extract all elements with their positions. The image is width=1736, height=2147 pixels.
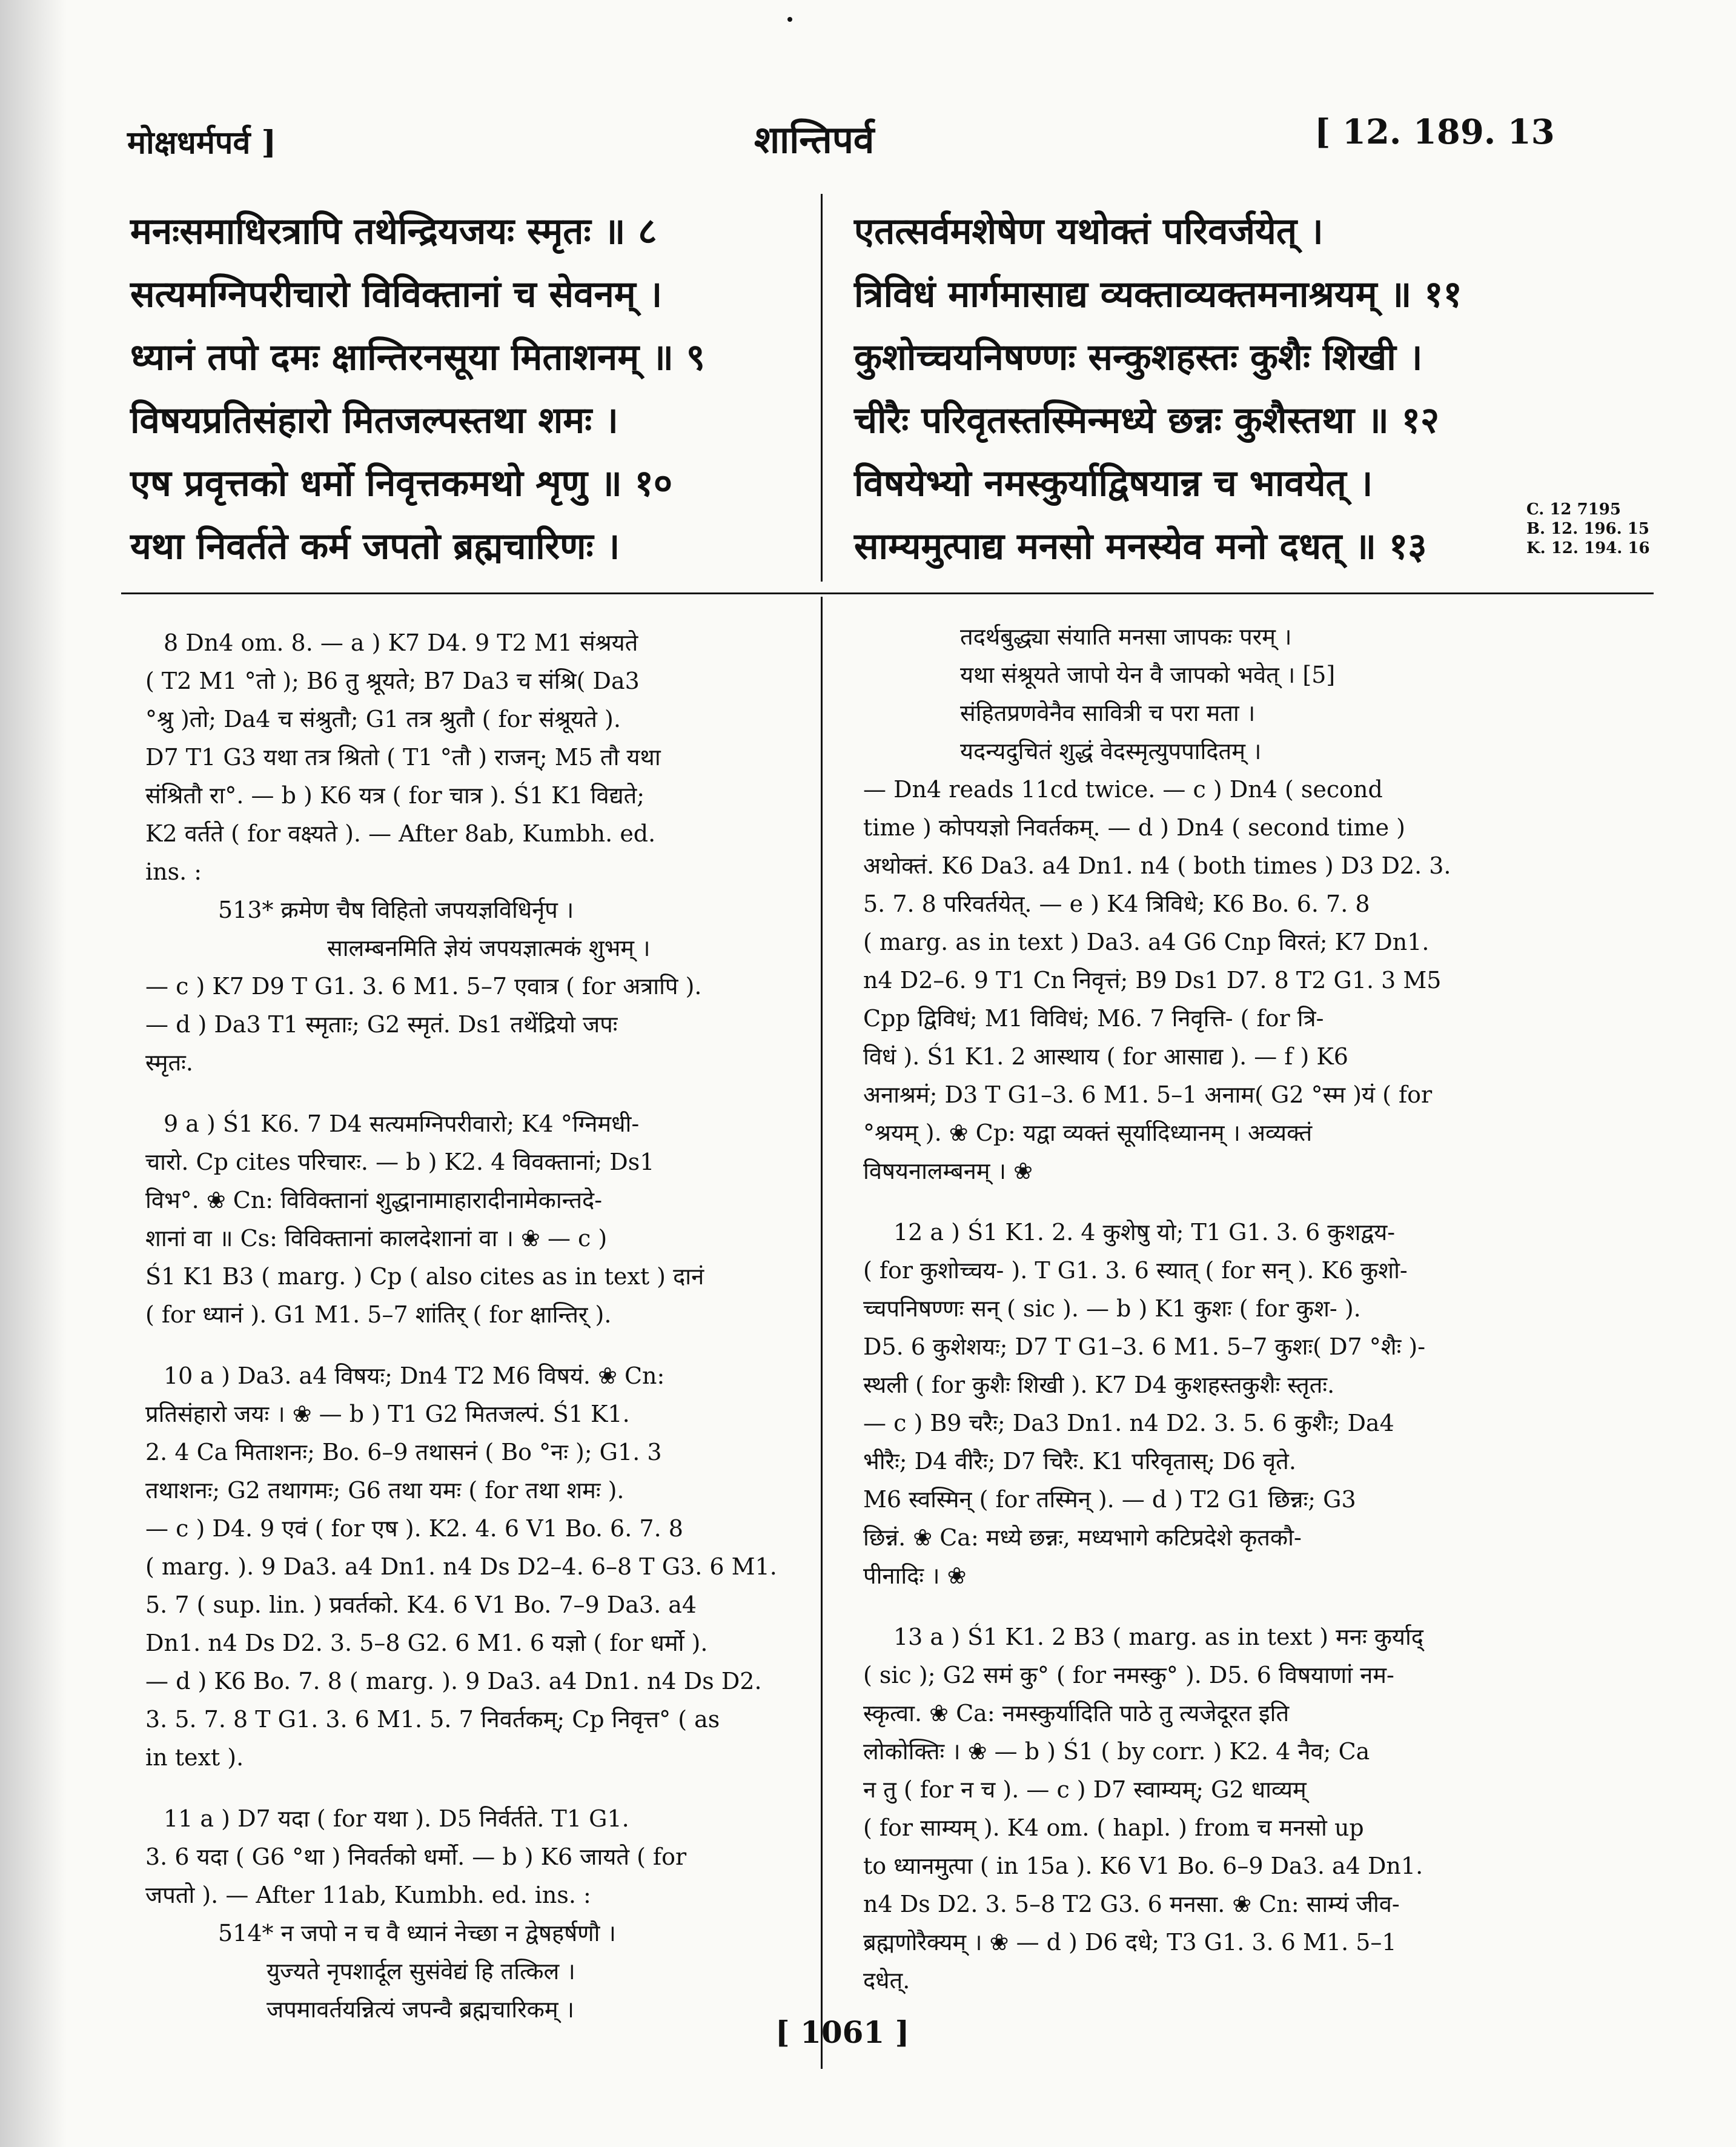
verse-line: कुशोच्चयनिषण्णः सन्कुशहस्तः कुशैः शिखी । [854,336,1423,379]
note-line: °श्रु )तो; Da4 च संश्रुतौ; G1 तत्र श्रुतौ ( for संश्रूयते ). [145,706,621,732]
note-line: ( marg. ). 9 Da3. a4 Dn1. n4 Ds D2–4. 6–8 T G3. 6 M1. [145,1553,777,1580]
note-line: संश्रितौ रा°. — b ) K6 यत्र ( for चात्र ). Ś1 K1 विद्यते; [145,782,645,809]
note-line: 5. 7. 8 परिवर्तयेत्. — e ) K4 त्रिविधे; K6 Bo. 6. 7. 8 [863,891,1370,917]
note-line: 514* न जपो न च वै ध्यानं नेच्छा न द्वेषहर्षणौ । [218,1920,616,1946]
note-line: — c ) K7 D9 T G1. 3. 6 M1. 5–7 एवात्र ( for अत्रापि ). [145,973,702,1000]
note-line: 10 a ) Da3. a4 विषयः; Dn4 T2 M6 विषयं. ❀ Cn: [164,1362,665,1389]
note-line: जपतो ). — After 11ab, Kumbh. ed. ins. : [145,1882,591,1908]
note-line: K2 वर्तते ( for वक्ष्यते ). — After 8ab, Kumbh. ed. [145,820,656,847]
note-line: ( sic ); G2 समं कु° ( for नमस्कु° ). D5. 6 विषयाणां नम- [863,1662,1394,1688]
note-line: in text ). [145,1744,244,1771]
note-line: लोकोक्तिः । ❀ — b ) Ś1 ( by corr. ) K2. 4 नैव; Ca [863,1738,1370,1765]
note-line: 2. 4 Ca मिताशनः; Bo. 6–9 तथासनं ( Bo °नः ); G1. 3 [145,1439,662,1465]
column-divider-bottom [821,597,823,2069]
note-line: D5. 6 कुशेशयः; D7 T G1–3. 6 M1. 5–7 कुशः( D7 °शैः )- [863,1333,1426,1360]
note-line: M6 स्वस्मिन् ( for तस्मिन् ). — d ) T2 G1 छिन्नः; G3 [863,1486,1356,1513]
note-line: time ) कोपयज्ञो निवर्तकम्. — d ) Dn4 ( second time ) [863,814,1406,841]
verse-line: त्रिविधं मार्गमासाद्य व्यक्ताव्यक्तमनाश्रयम् ॥ ११ [854,273,1462,316]
note-line: ( T2 M1 °तो ); B6 तु श्रूयते; B7 Da3 च संश्रि( Da3 [145,668,640,694]
note-line: 12 a ) Ś1 K1. 2. 4 कुशेषु यो; T1 G1. 3. 6 कुशद्वय- [893,1219,1396,1246]
apparatus-right [863,618,1451,2000]
note-line: — d ) Da3 T1 स्मृताः; G2 स्मृतं. Ds1 तथेंद्रियो जपः [145,1011,618,1038]
verse-column-left [130,200,705,578]
note-line: 8 Dn4 om. 8. — a ) K7 D4. 9 T2 M1 संश्रयते [164,629,638,656]
apparatus-rule [121,592,1654,594]
note-line: युज्यते नृपशार्दूल सुसंवेद्यं हि तत्किल । [267,1958,575,1985]
verse-line: सत्यमग्निपरीचारो विविक्तानां च सेवनम् । [130,273,663,316]
note-line: °श्रयम् ). ❀ Cp: यद्वा व्यक्तं सूर्यादिध्यानम् । अव्यक्तं [863,1120,1313,1146]
note-line: जपमावर्तयन्नित्यं जपन्वै ब्रह्मचारिकम् । [267,1996,575,2023]
note-line: ins. : [145,858,202,885]
note-line: यदन्यदुचितं शुद्धं वेदस्मृत्युपपादितम् । [960,738,1262,765]
note-line: — Dn4 reads 11cd twice. — c ) Dn4 ( second [863,776,1383,803]
note-line: तथाशनः; G2 तथागमः; G6 तथा यमः ( for तथा शमः ). [145,1477,624,1504]
verse-line: एष प्रवृत्तको धर्मो निवृत्तकमथो शृणु ॥ १० [130,462,673,505]
note-line: ब्रह्मणोरैक्यम् । ❀ — d ) D6 दधे; T3 G1. 3. 6 M1. 5–1 [863,1929,1397,1956]
verse-column-right [854,200,1462,578]
note-line: to ध्यानमुत्पा ( in 15a ). K6 V1 Bo. 6–9 Da3. a4 Dn1. [863,1853,1423,1879]
verse-line: यथा निवर्तते कर्म जपतो ब्रह्मचारिणः । [130,525,620,568]
page-number: [ 1061 ] [775,2014,910,2050]
note-line: भीरैः; D4 वीरैः; D7 चिरैः. K1 परिवृतास्; D6 वृते. [863,1448,1296,1475]
note-line: 513* क्रमेण चैष विहितो जपयज्ञविधिर्नृप । [218,897,574,923]
section-title: मोक्षधर्मपर्व ] [127,124,277,161]
concordance-b: B. 12. 196. 15 [1526,520,1649,538]
note-line: 5. 7 ( sup. lin. ) प्रवर्तको. K4. 6 V1 Bo. 7–9 Da3. a4 [145,1591,697,1618]
note-line: सालम्बनमिति ज्ञेयं जपयज्ञात्मकं शुभम् । [327,935,651,961]
note-line: विभ°. ❀ Cn: विविक्तानां शुद्धानामाहारादीनामेकान्तदे- [145,1187,603,1213]
note-line: संहितप्रणवेनैव सावित्री च परा मता । [960,700,1256,726]
verse-line: विषयेभ्यो नमस्कुर्याद्विषयान्न च भावयेत् । [854,462,1373,505]
note-line: तदर्थबुद्ध्या संयाति मनसा जापकः परम् । [960,623,1292,650]
note-line: पीनादिः । ❀ [863,1562,967,1589]
scan-speck [787,17,792,22]
note-line: स्थली ( for कुशैः शिखी ). K7 D4 कुशहस्तकुशैः स्तृतः. [863,1372,1335,1398]
note-line: Ś1 K1 B3 ( marg. ) Cp ( also cites as in text ) दानं [145,1263,704,1290]
note-line: दधेत्. [863,1967,910,1994]
note-line: n4 D2–6. 9 T1 Cn निवृत्तं; B9 Ds1 D7. 8 T2 G1. 3 M5 [863,967,1442,994]
verse-line: ध्यानं तपो दमः क्षान्तिरनसूया मिताशनम् ॥ ९ [130,336,706,379]
note-line: छिन्नं. ❀ Ca: मध्ये छन्नः, मध्यभागे कटिप्रदेशे कृतकौ- [863,1524,1302,1551]
concordance-c: C. 12 7195 [1526,500,1621,519]
note-line: अनाश्रमं; D3 T G1–3. 6 M1. 5–1 अनाम( G2 °स्म )यं ( for [863,1081,1433,1108]
note-line: यथा संश्रूयते जापो येन वै जापको भवेत् । [5] [960,662,1336,688]
note-line: Dn1. n4 Ds D2. 3. 5–8 G2. 6 M1. 6 यज्ञो ( for धर्मो ). [145,1630,708,1656]
note-line: न तु ( for न च ). — c ) D7 स्वाम्यम्; G2 धाव्यम् [863,1776,1307,1803]
verse-line: चीरैः परिवृतस्तस्मिन्मध्ये छन्नः कुशैस्तथा ॥ १२ [854,399,1440,442]
verse-line: साम्यमुत्पाद्य मनसो मनस्येव मनो दधत् ॥ १३ [854,525,1427,568]
note-line: — d ) K6 Bo. 7. 8 ( marg. ). 9 Da3. a4 Dn1. n4 Ds D2. [145,1668,762,1694]
concordance [1526,500,1650,558]
note-line: ( for साम्यम् ). K4 om. ( hapl. ) from च मनसो up [863,1814,1364,1841]
verse-line: मनःसमाधिरत्रापि तथेन्द्रियजयः स्मृतः ॥ ८ [130,210,657,253]
note-line: ( marg. as in text ) Da3. a4 G6 Cnp विरतं; K7 Dn1. [863,929,1430,955]
note-line: 3. 6 यदा ( G6 °था ) निवर्तको धर्मो. — b ) K6 जायते ( for [145,1843,687,1870]
note-line: D7 T1 G3 यथा तत्र श्रितो ( T1 °तौ ) राजन्; M5 तौ यथा [145,744,661,771]
note-line: ( for कुशोच्चय- ). T G1. 3. 6 स्यात् ( for सन् ). K6 कुशो- [863,1257,1408,1284]
note-line: स्कृत्वा. ❀ Ca: नमस्कुर्यादिति पाठे तु त्यजेदूरत इति [863,1700,1290,1727]
column-divider-top [821,194,823,582]
note-line: चारो. Cp cites परिचारः. — b ) K2. 4 विवक्तानां; Ds1 [145,1149,655,1175]
note-line: प्रतिसंहारो जयः । ❀ — b ) T1 G2 मितजल्पं. Ś1 K1. [145,1401,630,1427]
concordance-k: K. 12. 194. 16 [1526,539,1650,557]
note-line: ( for ध्यानं ). G1 M1. 5–7 शांतिर् ( for क्षान्तिर् ). [145,1301,612,1328]
note-line: 9 a ) Ś1 K6. 7 D4 सत्यमग्निपरीवारो; K4 °ग्निमधी- [164,1110,640,1137]
verse-line: विषयप्रतिसंहारो मितजल्पस्तथा शमः । [130,399,618,442]
note-line: अथोक्तं. K6 Da3. a4 Dn1. n4 ( both times ) D3 D2. 3. [863,852,1451,879]
note-line: Cpp द्विविधं; M1 विविधं; M6. 7 निवृत्ति- ( for त्रि- [863,1005,1324,1032]
note-line: 11 a ) D7 यदा ( for यथा ). D5 निर्वर्तते. T1 G1. [164,1805,629,1832]
note-line: स्मृतः. [145,1049,193,1076]
note-line: n4 Ds D2. 3. 5–8 T2 G3. 6 मनसा. ❀ Cn: साम्यं जीव- [863,1891,1400,1917]
note-line: — c ) B9 चरैः; Da3 Dn1. n4 D2. 3. 5. 6 कुशैः; Da4 [863,1410,1394,1436]
scan-shadow [0,0,67,2147]
apparatus-left [145,624,777,2029]
note-line: — c ) D4. 9 एवं ( for एष ). K2. 4. 6 V1 Bo. 6. 7. 8 [145,1515,683,1542]
note-line: विधं ). Ś1 K1. 2 आस्थाय ( for आसाद्य ). — f ) K6 [863,1043,1348,1070]
page-title: शान्तिपर्व [754,118,875,162]
note-line: 3. 5. 7. 8 T G1. 3. 6 M1. 5. 7 निवर्तकम्; Cp निवृत्त° ( as [145,1706,720,1733]
note-line: शानां वा ॥ Cs: विविक्तानां कालदेशानां वा । ❀ — c ) [145,1225,608,1252]
note-line: विषयनालम्बनम् । ❀ [863,1158,1033,1184]
note-line: च्चपनिषण्णः सन् ( sic ). — b ) K1 कुशः ( for कुश- ). [863,1295,1361,1322]
verse-reference: [ 12. 189. 13 [1314,112,1555,152]
verse-line: एतत्सर्वमशेषेण यथोक्तं परिवर्जयेत् । [854,210,1324,253]
note-line: 13 a ) Ś1 K1. 2 B3 ( marg. as in text ) मनः कुर्याद् [893,1624,1423,1650]
